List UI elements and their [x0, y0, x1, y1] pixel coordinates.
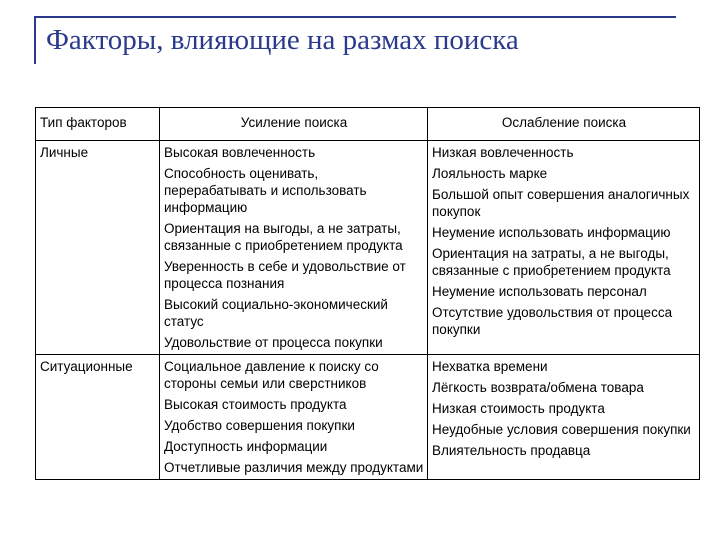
table-header-row [36, 108, 700, 141]
personal-weakening-cell [428, 141, 700, 355]
list-item: Низкая вовлеченность [432, 145, 574, 160]
list-item: Уверенность в себе и удовольствие от процесса познания [164, 259, 406, 291]
list-item: Ориентация на затраты, а не выгоды, связанные с приобретением продукта [432, 246, 671, 278]
list-item: Высокая вовлеченность [164, 145, 316, 160]
situational-strengthening-cell [160, 355, 428, 480]
list-item: Лёгкость возврата/обмена товара [432, 380, 644, 395]
header-factor-type: Тип факторов [36, 108, 160, 141]
list-item: Удовольствие от процесса покупки [164, 335, 383, 350]
table-row-personal [36, 141, 700, 355]
list-item: Низкая стоимость продукта [432, 401, 605, 416]
list-item: Лояльность марке [432, 166, 548, 181]
list-item: Способность оценивать, перерабатывать и использовать информацию [164, 166, 367, 215]
list-item: Отсутствие удовольствия от процесса покупки [432, 305, 673, 337]
header-strengthening: Усиление поиска [160, 108, 428, 141]
personal-strengthening-cell [160, 141, 428, 355]
list-item: Неудобные условия совершения покупки [432, 422, 691, 437]
row-type-situational: Ситуационные [36, 355, 160, 480]
row-type-personal: Личные [36, 141, 160, 355]
title-accent-line-left [34, 16, 36, 64]
list-item: Доступность информации [164, 439, 328, 454]
table-row-situational [36, 355, 700, 480]
list-item: Социальное давление к поиску со стороны семьи или сверстников [164, 359, 379, 391]
list-item: Неумение использовать персонал [432, 284, 647, 299]
list-item: Высокая стоимость продукта [164, 397, 347, 412]
list-item: Удобство совершения покупки [164, 418, 355, 433]
list-item: Нехватка времени [432, 359, 548, 374]
slide-title: Факторы, влияющие на размах поиска [46, 24, 519, 56]
situational-weakening-cell [428, 355, 700, 480]
factors-table [35, 107, 700, 480]
list-item: Влиятельность продавца [432, 443, 591, 458]
list-item: Ориентация на выгоды, а не затраты, связанные с приобретением продукта [164, 221, 403, 253]
header-weakening: Ослабление поиска [428, 108, 700, 141]
list-item: Большой опыт совершения аналогичных покупок [432, 187, 690, 219]
list-item: Отчетливые различия между продуктами [164, 460, 424, 475]
list-item: Высокий социально-экономический статус [164, 297, 388, 329]
title-accent-line-top [34, 16, 676, 18]
list-item: Неумение использовать информацию [432, 225, 671, 240]
